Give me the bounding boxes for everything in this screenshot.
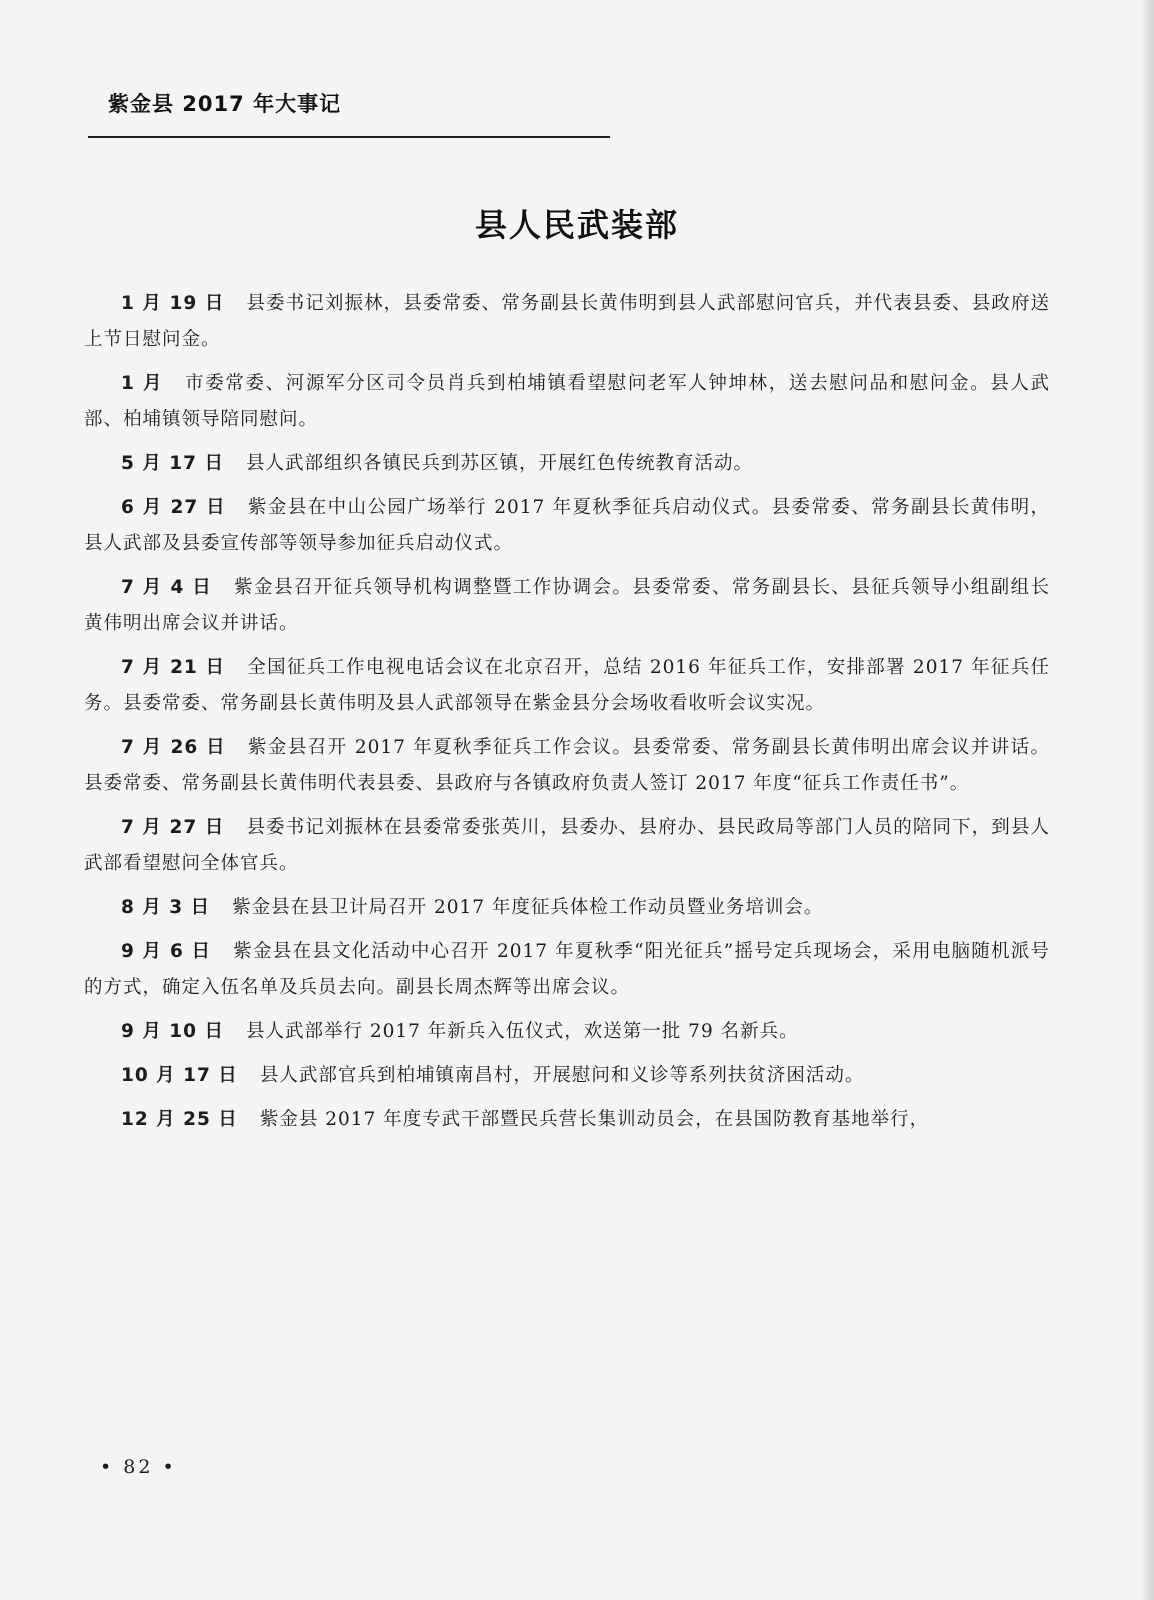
chronicle-entry <box>84 286 1050 358</box>
entry-text: 紫金县召开征兵领导机构调整暨工作协调会。县委常委、常务副县长、县征兵领导小组副组长黄伟明出席会议并讲话。 <box>84 577 1050 634</box>
entry-text: 县人武部举行 2017 年新兵入伍仪式，欢送第一批 79 名新兵。 <box>245 1021 799 1042</box>
header-rule <box>88 136 610 138</box>
entry-date: 6 月 27 日 <box>121 497 226 518</box>
chronicle-entry <box>84 570 1050 642</box>
chronicle-entry <box>84 1102 1050 1138</box>
chronicle-entry <box>84 1058 1050 1094</box>
entry-text: 紫金县在县文化活动中心召开 2017 年夏秋季“阳光征兵”摇号定兵现场会，采用电脑随机派号的方式，确定入伍名单及兵员去向。副县长周杰辉等出席会议。 <box>84 941 1050 998</box>
chronicle-entry <box>84 1014 1050 1050</box>
entry-date: 12 月 25 日 <box>121 1109 238 1130</box>
chronicle-entry <box>84 934 1050 1006</box>
entry-text: 县人武部组织各镇民兵到苏区镇，开展红色传统教育活动。 <box>245 453 753 474</box>
chronicle-entries <box>84 286 1050 1146</box>
entry-date: 1 月 <box>121 373 164 394</box>
entry-text: 县委书记刘振林在县委常委张英川，县委办、县府办、县民政局等部门人员的陪同下，到县人武部看望慰问全体官兵。 <box>84 817 1050 874</box>
entry-date: 8 月 3 日 <box>121 897 211 918</box>
page-number: • 82 • <box>100 1456 177 1478</box>
entry-text: 紫金县 2017 年度专武干部暨民兵营长集训动员会，在县国防教育基地举行， <box>259 1109 930 1130</box>
entry-text: 紫金县在县卫计局召开 2017 年度征兵体检工作动员暨业务培训会。 <box>232 897 824 918</box>
entry-date: 7 月 27 日 <box>121 817 225 838</box>
entry-date: 5 月 17 日 <box>121 453 224 474</box>
entry-text: 全国征兵工作电视电话会议在北京召开，总结 2016 年征兵工作，安排部署 2017 年征兵任务。县委常委、常务副县长黄伟明及县人武部领导在紫金县分会场收看收听会议实况。 <box>84 657 1050 714</box>
entry-date: 9 月 10 日 <box>121 1021 224 1042</box>
entry-text: 市委常委、河源军分区司令员肖兵到柏埔镇看望慰问老军人钟坤林，送去慰问品和慰问金。县人武部、柏埔镇领导陪同慰问。 <box>84 373 1050 430</box>
chronicle-entry <box>84 490 1050 562</box>
entry-date: 1 月 19 日 <box>121 293 225 314</box>
chronicle-entry <box>84 366 1050 438</box>
entry-date: 7 月 4 日 <box>121 577 213 598</box>
running-header: 紫金县 2017 年大事记 <box>108 92 342 116</box>
entry-text: 紫金县在中山公园广场举行 2017 年夏秋季征兵启动仪式。县委常委、常务副县长黄伟明，县人武部及县委宣传部等领导参加征兵启动仪式。 <box>84 497 1050 554</box>
chronicle-entry <box>84 446 1050 482</box>
chronicle-entry <box>84 810 1050 882</box>
chronicle-entry <box>84 730 1050 802</box>
entry-text: 县委书记刘振林，县委常委、常务副县长黄伟明到县人武部慰问官兵，并代表县委、县政府送上节日慰问金。 <box>84 293 1050 350</box>
section-title: 县人民武装部 <box>474 206 679 244</box>
chronicle-entry <box>84 650 1050 722</box>
entry-text: 紫金县召开 2017 年夏秋季征兵工作会议。县委常委、常务副县长黄伟明出席会议并讲话。县委常委、常务副县长黄伟明代表县委、县政府与各镇政府负责人签订 2017 年度“征兵工作责任书”。 <box>84 737 1050 794</box>
entry-text: 县人武部官兵到柏埔镇南昌村，开展慰问和义诊等系列扶贫济困活动。 <box>259 1065 865 1086</box>
entry-date: 7 月 21 日 <box>121 657 226 678</box>
entry-date: 10 月 17 日 <box>121 1065 238 1086</box>
chronicle-entry <box>84 890 1050 926</box>
entry-date: 7 月 26 日 <box>121 737 226 758</box>
entry-date: 9 月 6 日 <box>121 941 212 962</box>
